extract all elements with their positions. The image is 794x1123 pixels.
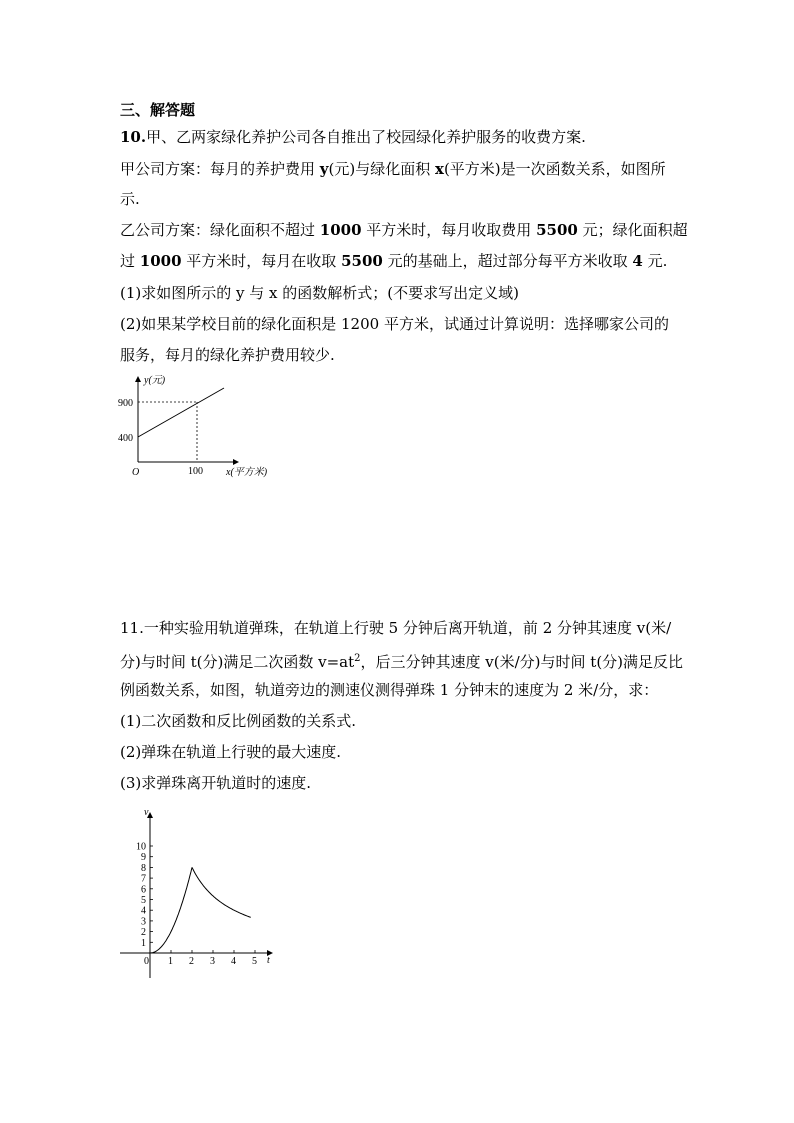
- q11-y-tick-10: 10: [136, 841, 146, 853]
- q11-x-tick-5: 5: [252, 956, 257, 967]
- q11-y-tick-3: 3: [141, 916, 146, 928]
- q11-line2-post: ，后三分钟其速度 v(米/分)与时间 t(分)满足反比: [360, 653, 684, 671]
- q10-plan-a-var-y: y: [319, 160, 329, 178]
- q11-y-tick-1: 1: [141, 937, 146, 949]
- q10-plan-a-post: (平方米)是一次函数关系，如图所: [443, 160, 666, 178]
- section-heading: 三、解答题: [120, 101, 196, 119]
- q10-plan-b-num2: 5500: [536, 221, 578, 239]
- q10-plan-b-post: 元；绿化面积超: [577, 221, 688, 239]
- q10-plan-a-var-x: x: [434, 160, 444, 178]
- q10-origin: O: [132, 467, 140, 478]
- q10-plan-b-mid: 平方米时，每月收取费用: [361, 221, 537, 239]
- q10-function-line: [138, 388, 224, 437]
- q10-part1: (1)求如图所示的 y 与 x 的函数解析式；(不要求写出定义域): [120, 284, 519, 302]
- q10-part2-line1: (2)如果某学校目前的绿化面积是 1200 平方米，试通过计算说明：选择哪家公司的: [120, 315, 669, 333]
- q11-x-tick-1: 1: [168, 956, 173, 967]
- q10-plan-a-mid: (元)与绿化面积: [328, 160, 435, 178]
- q11-line2-sup: 2: [354, 653, 361, 664]
- q11-inverse-curve: [192, 867, 251, 917]
- q10-plan-b-num5: 4: [632, 252, 643, 270]
- q11-part2: (2)弹珠在轨道上行驶的最大速度.: [120, 743, 342, 761]
- q10-intro: [120, 126, 586, 148]
- q10-plan-b-line2: [120, 250, 667, 272]
- q11-x-tick-4: 4: [231, 956, 236, 967]
- q10-intro-text: 甲、乙两家绿化养护公司各自推出了校园绿化养护服务的收费方案.: [146, 128, 586, 146]
- q10-plan-b-line1: [120, 219, 688, 241]
- q11-line3: 例函数关系，如图，轨道旁边的测速仪测得弹珠 1 分钟末的速度为 2 米/分，求：: [120, 681, 659, 699]
- q10-plan-a-pre: 甲公司方案：每月的养护费用: [120, 160, 320, 178]
- q10-part2-line2: 服务，每月的绿化养护费用较少.: [120, 346, 335, 364]
- q10-x-label: x(平方米): [226, 467, 268, 478]
- q10-y-tick-400: 400: [118, 433, 133, 444]
- q11-y-tick-4: 4: [141, 905, 146, 917]
- q10-plan-b2-mid: 平方米时，每月在收取: [181, 252, 342, 270]
- q11-line2-pre: 分)与时间 t(分)满足二次函数 v=at: [120, 653, 355, 671]
- q10-plan-b-num3: 1000: [139, 252, 182, 270]
- q10-y-tick-900: 900: [118, 398, 133, 409]
- q11-y-tick-8: 8: [141, 862, 146, 874]
- q11-part1: (1)二次函数和反比例函数的关系式.: [120, 712, 357, 730]
- q10-plan-b-pre: 乙公司方案：绿化面积不超过: [120, 221, 320, 239]
- q11-origin: 0: [144, 956, 149, 967]
- q11-line2: [120, 648, 683, 673]
- q10-plan-b-num4: 5500: [341, 252, 383, 270]
- q10-number: 10.: [120, 128, 147, 146]
- q11-x-tick-3: 3: [210, 956, 215, 967]
- q11-y-label: v: [144, 807, 149, 818]
- q11-x-tick-2: 2: [189, 956, 194, 967]
- q10-plan-b2-post: 元.: [642, 252, 668, 270]
- q11-x-label: t: [267, 955, 270, 966]
- q10-plan-b-num1: 1000: [319, 221, 362, 239]
- q11-part3: (3)求弹珠离开轨道时的速度.: [120, 774, 312, 792]
- q11-line1: 11.一种实验用轨道弹珠，在轨道上行驶 5 分钟后离开轨道，前 2 分钟其速度 v(米/: [120, 619, 672, 637]
- q11-y-tick-2: 2: [141, 927, 146, 939]
- q11-y-tick-7: 7: [141, 873, 146, 885]
- q10-plan-b2-pre: 过: [120, 252, 140, 270]
- q11-y-tick-5: 5: [141, 895, 146, 906]
- q10-y-label: y(元): [144, 375, 166, 386]
- q10-plan-a-line1: [120, 158, 666, 180]
- q11-y-tick-9: 9: [141, 852, 146, 864]
- q10-plan-a-line2: 示.: [120, 190, 140, 208]
- q11-y-tick-6: 6: [141, 884, 146, 896]
- q11-quadratic-curve: [150, 867, 192, 953]
- q10-x-tick-100: 100: [188, 466, 203, 477]
- q10-plan-b2-mid2: 元的基础上，超过部分每平方米收取: [382, 252, 633, 270]
